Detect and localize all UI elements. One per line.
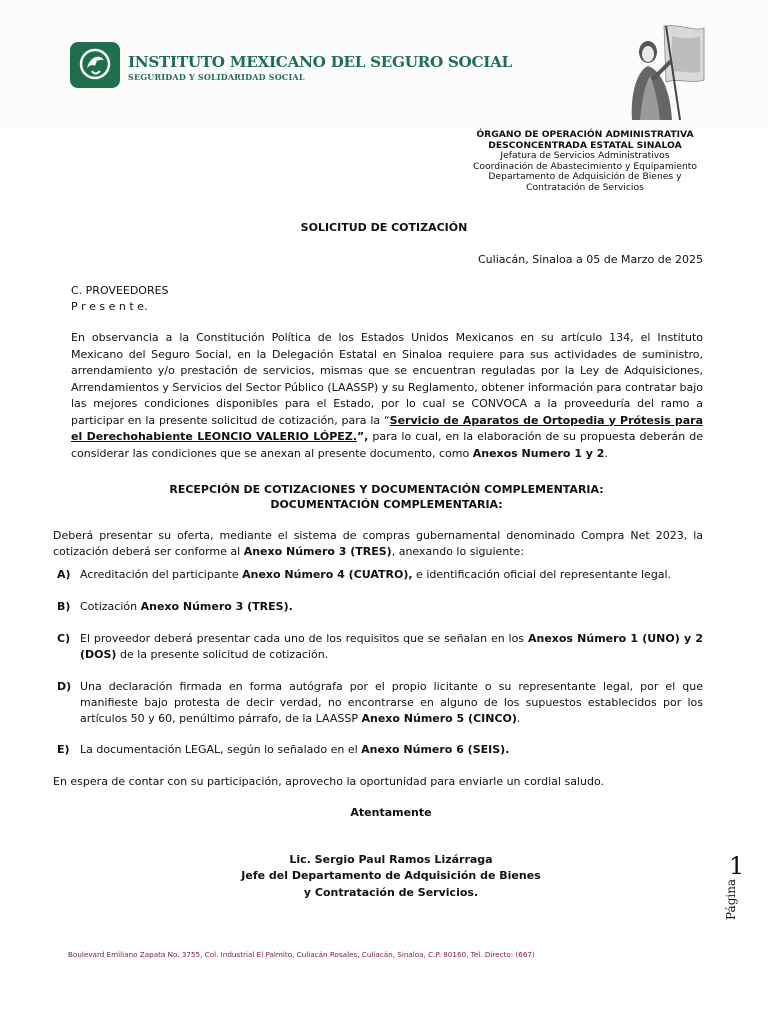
institute-name: INSTITUTO MEXICANO DEL SEGURO SOCIAL	[128, 53, 512, 71]
presente-line: P r e s e n t e.	[71, 300, 148, 313]
offer-text-1: Deberá presentar su oferta, mediante el sistema de compras gubernamental denominado Compra Net 2023, la cotización deberá ser conforme al	[53, 529, 703, 558]
item-d-text-1: Una declaración firmada en forma autógrafa por el propio licitante o su representante legal, por el que manifieste bajo protesta de decir verdad, no encontrarse en alguno de los supuestos establecidos por los artículos 50 y 60, penúltimo párrafo, de la LAASSP	[80, 680, 703, 725]
item-d-annex: Anexo Número 5 (CINCO)	[361, 712, 517, 725]
imss-logo	[70, 42, 120, 88]
office-line-6: Contratación de Servicios	[526, 181, 644, 193]
item-a-annex: Anexo Número 4 (CUATRO),	[242, 568, 413, 581]
intro-paragraph	[71, 330, 703, 462]
item-letter-e: E)	[57, 743, 70, 756]
item-c-text-1: El proveedor deberá presentar cada uno de los requisitos que se señalan en los	[80, 632, 528, 645]
item-e-annex: Anexo Número 6 (SEIS).	[361, 743, 510, 756]
item-a-text	[80, 567, 703, 583]
item-d-text	[80, 679, 703, 727]
item-a-text-1: Acreditación del participante	[80, 568, 243, 581]
service-close-quote: ”,	[356, 430, 369, 443]
section-heading-2: DOCUMENTACIÓN COMPLEMENTARIA:	[270, 498, 503, 511]
intro-text-end: .	[604, 446, 608, 460]
closing-line: En espera de contar con su participación, aprovecho la oportunidad para enviarle un cordial saludo.	[53, 775, 604, 788]
item-c-annex: Anexos Número 1 (UNO) y 2 (DOS)	[80, 632, 703, 661]
issuing-office-block	[460, 130, 710, 193]
flag-woman-emblem-icon	[612, 22, 708, 122]
item-c-text	[80, 631, 703, 663]
office-line-3: Jefatura de Servicios Administrativos	[500, 150, 670, 161]
footer-address: Boulevard Emiliano Zapata No. 3755, Col. Industrial El Palmito, Culiacán Rosales, Culiacán, Sinaloa, C.P. 80160, Tel. Directo: (667)	[68, 950, 535, 959]
item-b-text-1: Cotización	[80, 600, 141, 613]
item-d-text-2: .	[516, 712, 521, 725]
page-label: Página	[724, 878, 738, 920]
service-name: Servicio de Aparatos de Ortopedia y Prótesis para el Derechohabiente LEONCIO VALERIO LÓPEZ.	[71, 413, 703, 443]
page-number-block	[720, 852, 760, 928]
item-b-annex: Anexo Número 3 (TRES).	[140, 600, 293, 613]
institute-slogan: SEGURIDAD Y SOLIDARIDAD SOCIAL	[128, 72, 305, 82]
item-letter-b: B)	[57, 600, 71, 613]
document-title: SOLICITUD DE COTIZACIÓN	[300, 221, 468, 234]
signer-name: Lic. Sergio Paul Ramos Lizárraga	[289, 853, 493, 866]
offer-annex-ref: Anexo Número 3 (TRES)	[243, 545, 392, 558]
recipient: C. PROVEEDORES	[71, 284, 169, 297]
item-a-text-2: e identificación oficial del representante legal.	[412, 568, 672, 581]
office-line-5: Departamento de Adquisición de Bienes y	[488, 171, 682, 182]
offer-text-2: , anexando lo siguiente:	[391, 545, 525, 558]
intro-text-1: En observancia a la Constitución Política de los Estados Unidos Mexicanos en su artículo 134, el Instituto Mexicano del Seguro Social, en la Delegación Estatal en Sinaloa requiere para sus actividades de suministro, arrendamiento y/o prestación de servicios, mismas que se encuentran reguladas por la Ley de Adquisiciones, Arrendamientos y Servicios del Sector Público (LAASSP) y su Reglamento, obtener información para contratar bajo las mejores condiciones disponibles para el Estado, por lo cual se CONVOCA a la proveeduría del ramo a participar en la presente solicitud de cotización, para la “	[71, 331, 703, 427]
item-e-text-1: La documentación LEGAL, según lo señalado en el	[80, 743, 362, 756]
document-date: Culiacán, Sinaloa a 05 de Marzo de 2025	[477, 253, 703, 266]
item-b-text	[80, 599, 703, 615]
signer-title-1: Jefe del Departamento de Adquisición de Bienes	[241, 869, 541, 882]
office-line-4: Coordinación de Abastecimiento y Equipamiento	[472, 160, 698, 172]
item-c-text-2: de la presente solicitud de cotización.	[116, 648, 329, 661]
office-line-2: DESCONCENTRADA ESTATAL SINALOA	[488, 139, 682, 151]
intro-text-2: para lo cual, en la elaboración de su propuesta deberán de considerar las condiciones que se anexan al presente documento, como	[71, 430, 703, 460]
section-heading-1: RECEPCIÓN DE COTIZACIONES Y DOCUMENTACIÓN COMPLEMENTARIA:	[169, 483, 604, 496]
intro-annex-ref: Anexos Numero 1 y 2	[472, 446, 605, 460]
offer-paragraph	[53, 528, 703, 560]
office-line-1: ÓRGANO DE OPERACIÓN ADMINISTRATIVA	[476, 129, 694, 140]
atentamente: Atentamente	[350, 806, 432, 819]
imss-eagle-icon	[70, 42, 120, 88]
item-letter-a: A)	[57, 568, 71, 581]
page-number: 1	[729, 852, 745, 880]
item-e-text	[80, 742, 703, 758]
item-letter-d: D)	[57, 680, 72, 693]
item-letter-c: C)	[57, 632, 71, 645]
signer-title-2: y Contratación de Servicios.	[303, 886, 479, 899]
